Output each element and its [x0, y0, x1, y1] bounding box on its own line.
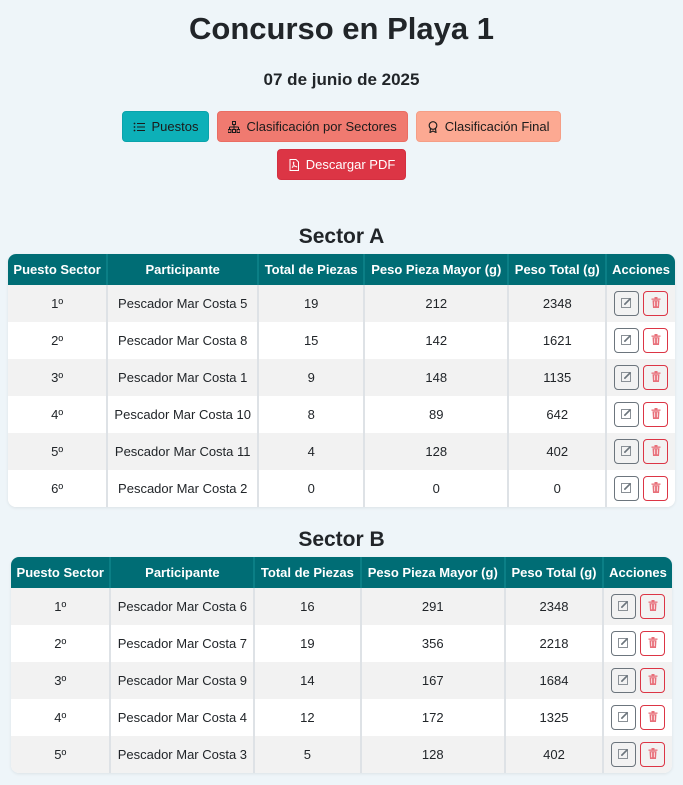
edit-button[interactable] [611, 668, 636, 693]
edit-icon [618, 599, 629, 614]
edit-button[interactable] [611, 594, 636, 619]
table-row [11, 662, 672, 699]
delete-button[interactable] [643, 328, 668, 353]
trash-icon [648, 747, 658, 762]
table-row [8, 470, 675, 507]
piezas-cell: 19 [254, 625, 360, 662]
participante-cell: Pescador Mar Costa 2 [107, 470, 258, 507]
piezas-cell: 5 [254, 736, 360, 773]
descargar-pdf-button[interactable] [277, 149, 407, 180]
table-header-row [8, 254, 675, 285]
delete-button[interactable] [643, 439, 668, 464]
page-title: Concurso en Playa 1 [189, 11, 494, 46]
edit-icon [618, 636, 629, 651]
puesto-cell: 4º [11, 699, 110, 736]
edit-button[interactable] [614, 476, 639, 501]
peso-mayor-cell: 167 [361, 662, 506, 699]
trash-icon [651, 296, 661, 311]
edit-button[interactable] [611, 631, 636, 656]
peso-total-cell: 1621 [508, 322, 606, 359]
participante-cell: Pescador Mar Costa 9 [110, 662, 254, 699]
peso-mayor-cell: 128 [364, 433, 508, 470]
piezas-cell: 8 [258, 396, 364, 433]
col-peso-total: Peso Total (g) [508, 254, 606, 285]
col-participante: Participante [107, 254, 258, 285]
participante-cell: Pescador Mar Costa 6 [110, 588, 254, 625]
sector-b-table [11, 557, 672, 773]
puesto-cell: 1º [11, 588, 110, 625]
table-row [11, 588, 672, 625]
delete-button[interactable] [640, 668, 665, 693]
piezas-cell: 4 [258, 433, 364, 470]
col-puesto-sector: Puesto Sector [8, 254, 107, 285]
peso-total-cell: 2348 [508, 285, 606, 322]
acciones-cell [606, 359, 675, 396]
table-row [8, 285, 675, 322]
trash-icon [648, 636, 658, 651]
participante-cell: Pescador Mar Costa 3 [110, 736, 254, 773]
piezas-cell: 9 [258, 359, 364, 396]
peso-mayor-cell: 142 [364, 322, 508, 359]
table-row [11, 736, 672, 773]
edit-icon [618, 673, 629, 688]
delete-button[interactable] [643, 365, 668, 390]
piezas-cell: 16 [254, 588, 360, 625]
peso-total-cell: 402 [508, 433, 606, 470]
trash-icon [648, 599, 658, 614]
clasificacion-sectores-button[interactable] [217, 111, 407, 142]
participante-cell: Pescador Mar Costa 11 [107, 433, 258, 470]
clasificacion-final-button[interactable] [416, 111, 561, 142]
col-total-piezas: Total de Piezas [258, 254, 364, 285]
participante-cell: Pescador Mar Costa 5 [107, 285, 258, 322]
edit-button[interactable] [611, 742, 636, 767]
edit-icon [621, 444, 632, 459]
peso-mayor-cell: 172 [361, 699, 506, 736]
puesto-cell: 5º [8, 433, 107, 470]
piezas-cell: 15 [258, 322, 364, 359]
sector-a-rows [8, 285, 675, 507]
trash-icon [651, 444, 661, 459]
trash-icon [651, 333, 661, 348]
acciones-cell [606, 285, 675, 322]
edit-icon [618, 747, 629, 762]
peso-mayor-cell: 128 [361, 736, 506, 773]
edit-icon [621, 481, 632, 496]
delete-button[interactable] [643, 402, 668, 427]
puesto-cell: 3º [11, 662, 110, 699]
edit-icon [618, 710, 629, 725]
col-total-piezas: Total de Piezas [254, 557, 360, 588]
puesto-cell: 2º [11, 625, 110, 662]
delete-button[interactable] [643, 476, 668, 501]
acciones-cell [603, 699, 672, 736]
peso-mayor-cell: 212 [364, 285, 508, 322]
sector-b-rows [11, 588, 672, 773]
trash-icon [651, 481, 661, 496]
puesto-cell: 4º [8, 396, 107, 433]
delete-button[interactable] [640, 594, 665, 619]
puesto-cell: 2º [8, 322, 107, 359]
sector-a-table [8, 254, 675, 507]
peso-mayor-cell: 148 [364, 359, 508, 396]
file-pdf-icon [288, 159, 300, 171]
piezas-cell: 14 [254, 662, 360, 699]
participante-cell: Pescador Mar Costa 10 [107, 396, 258, 433]
contest-date: 07 de junio de 2025 [263, 70, 420, 89]
sector-a-title: Sector A [298, 225, 385, 248]
clasificacion-sectores-label: Clasificación por Sectores [246, 119, 397, 134]
col-peso-pieza-mayor: Peso Pieza Mayor (g) [364, 254, 508, 285]
col-acciones: Acciones [606, 254, 675, 285]
edit-icon [621, 370, 632, 385]
delete-button[interactable] [640, 742, 665, 767]
participante-cell: Pescador Mar Costa 4 [110, 699, 254, 736]
edit-button[interactable] [614, 291, 639, 316]
acciones-cell [606, 433, 675, 470]
participante-cell: Pescador Mar Costa 1 [107, 359, 258, 396]
edit-button[interactable] [614, 439, 639, 464]
nav-buttons [0, 111, 683, 142]
edit-button[interactable] [614, 328, 639, 353]
table-row [11, 625, 672, 662]
acciones-cell [606, 396, 675, 433]
trash-icon [648, 673, 658, 688]
award-icon [427, 121, 439, 133]
edit-button[interactable] [614, 402, 639, 427]
col-acciones: Acciones [603, 557, 672, 588]
puesto-cell: 3º [8, 359, 107, 396]
edit-icon [621, 407, 632, 422]
puesto-cell: 5º [11, 736, 110, 773]
puestos-label: Puestos [151, 119, 199, 134]
acciones-cell [606, 470, 675, 507]
delete-button[interactable] [640, 705, 665, 730]
piezas-cell: 12 [254, 699, 360, 736]
participante-cell: Pescador Mar Costa 7 [110, 625, 254, 662]
acciones-cell [603, 736, 672, 773]
trash-icon [648, 710, 658, 725]
peso-total-cell: 642 [508, 396, 606, 433]
table-row [8, 359, 675, 396]
peso-total-cell: 1684 [505, 662, 603, 699]
peso-total-cell: 1135 [508, 359, 606, 396]
participante-cell: Pescador Mar Costa 8 [107, 322, 258, 359]
table-header-row [11, 557, 672, 588]
clasificacion-final-label: Clasificación Final [444, 119, 550, 134]
peso-total-cell: 2348 [505, 588, 603, 625]
edit-icon [621, 333, 632, 348]
trash-icon [651, 370, 661, 385]
sitemap-icon [228, 121, 240, 133]
col-peso-total: Peso Total (g) [505, 557, 603, 588]
peso-total-cell: 0 [508, 470, 606, 507]
table-row [8, 322, 675, 359]
list-icon [133, 121, 145, 133]
table-row [11, 699, 672, 736]
col-peso-pieza-mayor: Peso Pieza Mayor (g) [361, 557, 506, 588]
delete-button[interactable] [643, 291, 668, 316]
table-row [8, 396, 675, 433]
descargar-pdf-label: Descargar PDF [305, 157, 396, 172]
peso-mayor-cell: 89 [364, 396, 508, 433]
edit-button[interactable] [611, 705, 636, 730]
col-puesto-sector: Puesto Sector [11, 557, 110, 588]
delete-button[interactable] [640, 631, 665, 656]
trash-icon [651, 407, 661, 422]
acciones-cell [603, 662, 672, 699]
edit-icon [621, 296, 632, 311]
sector-b-title: Sector B [298, 528, 385, 551]
peso-total-cell: 402 [505, 736, 603, 773]
puesto-cell: 6º [8, 470, 107, 507]
puesto-cell: 1º [8, 285, 107, 322]
piezas-cell: 0 [258, 470, 364, 507]
puestos-button[interactable] [122, 111, 209, 142]
peso-total-cell: 2218 [505, 625, 603, 662]
col-participante: Participante [110, 557, 254, 588]
piezas-cell: 19 [258, 285, 364, 322]
peso-mayor-cell: 356 [361, 625, 506, 662]
peso-mayor-cell: 0 [364, 470, 508, 507]
peso-total-cell: 1325 [505, 699, 603, 736]
acciones-cell [603, 588, 672, 625]
acciones-cell [606, 322, 675, 359]
edit-button[interactable] [614, 365, 639, 390]
peso-mayor-cell: 291 [361, 588, 506, 625]
acciones-cell [603, 625, 672, 662]
table-row [8, 433, 675, 470]
